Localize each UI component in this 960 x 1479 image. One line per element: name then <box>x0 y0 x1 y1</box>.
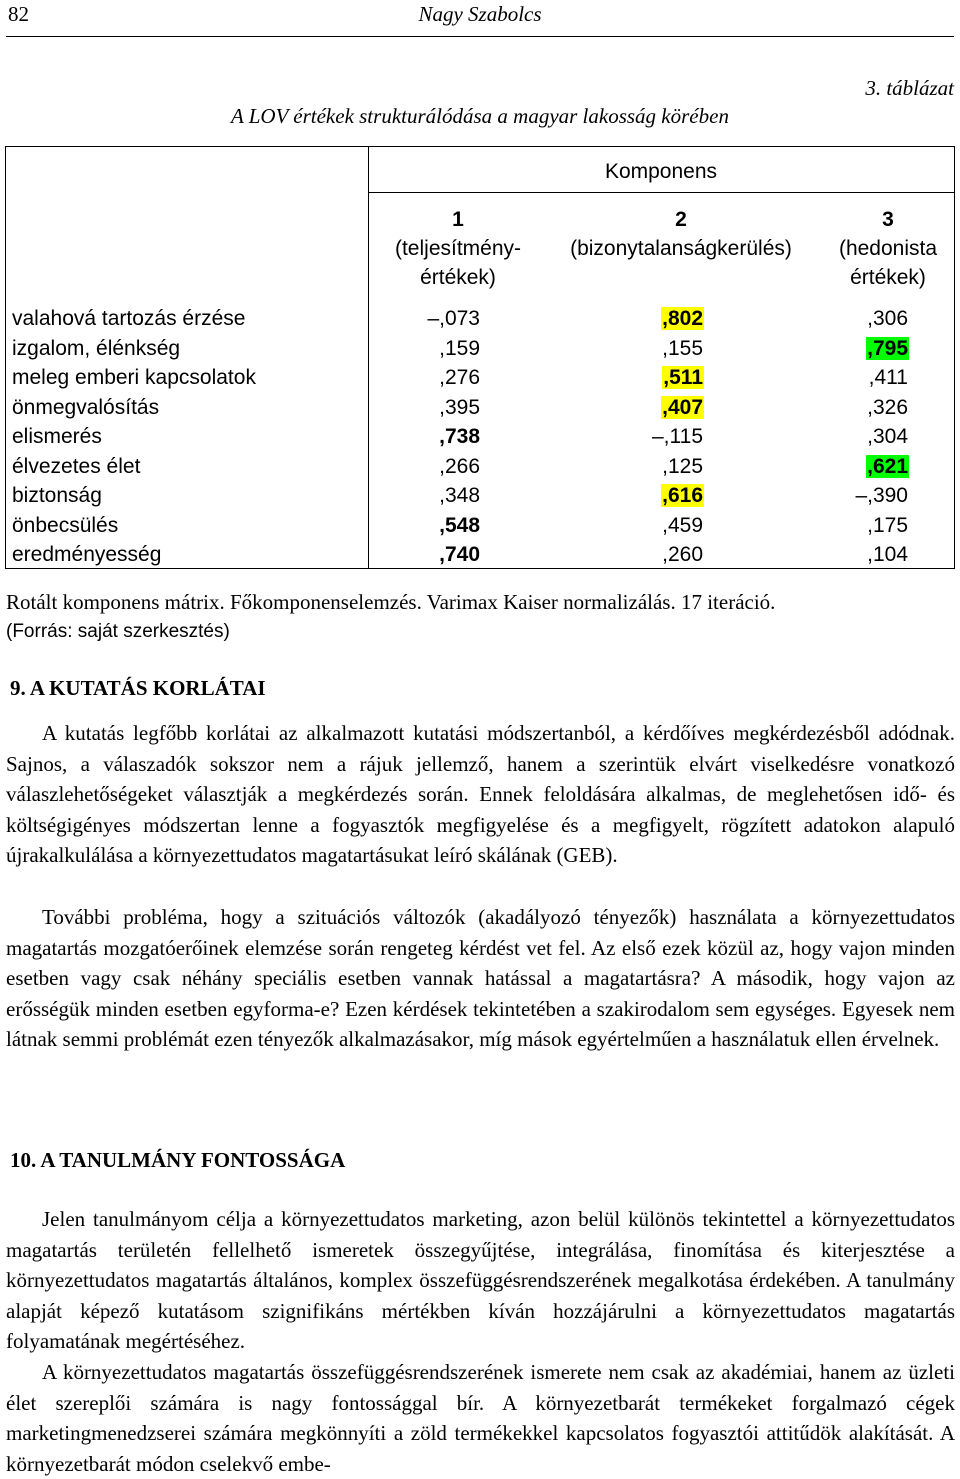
row-label: izgalom, élénkség <box>12 337 181 360</box>
cell-value: ,125 <box>662 455 703 478</box>
row-label: biztonság <box>12 484 102 507</box>
cell-value: ,621 <box>867 455 908 478</box>
cell-value: ,159 <box>439 337 480 360</box>
cell-value: ,155 <box>662 337 703 360</box>
section-9-heading: 9. A KUTATÁS KORLÁTAI <box>10 676 266 700</box>
cell-value: ,175 <box>867 514 908 537</box>
table-source: (Forrás: saját szerkesztés) <box>6 621 230 642</box>
table-row <box>6 452 954 482</box>
table-row <box>6 363 954 393</box>
column-label-line: értékek) <box>850 266 926 289</box>
row-label: meleg emberi kapcsolatok <box>12 366 256 389</box>
table-row <box>6 304 954 334</box>
cell-value: –,390 <box>855 484 908 507</box>
cell-value: ,306 <box>867 307 908 330</box>
cell-value: –,115 <box>652 425 703 448</box>
cell-value: ,104 <box>867 543 908 566</box>
column-number: 3 <box>882 208 894 231</box>
cell-value: ,459 <box>662 514 703 537</box>
cell-value: ,738 <box>439 425 480 448</box>
table-number: 3. táblázat <box>865 76 954 100</box>
table-row <box>6 334 954 364</box>
data-table <box>5 146 955 569</box>
section-10-paragraph-2: A környezettudatos magatartás összefüggésrendszerének ismerete nem csak az akadémiai, hanem az üzleti élet szereplői számára is nagy fontossággal bír. A környezetbarát termékeket forgalmazó cégek marketingmenedzserei számára megkönnyíti a zöld termékekkel kapcsolatos fogyasztói attitűdök alakítását. A környezetbarát módon cselekvő embe- <box>6 1360 955 1476</box>
row-label: elismerés <box>12 425 102 448</box>
table-caption: Rotált komponens mátrix. Főkomponenselemzés. Varimax Kaiser normalizálás. 17 iteráció. <box>6 590 776 614</box>
row-label: eredményesség <box>12 543 162 566</box>
section-10-paragraph-1: Jelen tanulmányom célja a környezettudatos marketing, azon belül különös tekintettel a környezettudatos magatartás területén fellelhető ismeretek összegyűjtése, integrálása, finomítása és kiterjesztése a környezettudatos magatartás általános, komplex összefüggésrendszerének megalkotása érdekében. A tanulmány alapját képező kutatásom szignifikáns mértékben kíván hozzájárulni a környezettudatos magatartás folyamatának megértéséhez. <box>6 1207 955 1354</box>
table-row <box>6 422 954 452</box>
column-label-line: (bizonytalanságkerülés) <box>570 237 792 260</box>
cell-value: –,073 <box>427 307 480 330</box>
group-header: Komponens <box>604 160 718 183</box>
section-9-paragraph-2: További probléma, hogy a szituációs változók (akadályozó tényezők) használata a környezettudatos magatartás mozgatóerőinek elemzése során rengeteg kérdést vet fel. Az első ezek közül az, hogy vajon minden esetben vagy csak néhány speciális esetben vannak hatással a magatartásra? A második, hogy vajon az erősségük minden esetben egyforma-e? Ezen kérdések tekintetében a szakirodalom sem egységes. Egyesek nem látnak semmi problémát ezen tényezők alkalmazásakor, míg mások egyértelműen a használatuk ellen érvelnek. <box>6 905 955 1052</box>
cell-value: ,326 <box>867 396 908 419</box>
table-horizontal-rule <box>368 192 954 193</box>
cell-value: ,411 <box>868 366 908 389</box>
cell-value: ,395 <box>439 396 480 419</box>
cell-value: ,548 <box>439 514 480 537</box>
table-row <box>6 481 954 511</box>
column-header-3 <box>821 205 955 292</box>
page-number: 82 <box>8 2 29 26</box>
cell-value: ,802 <box>662 307 703 330</box>
column-number: 1 <box>452 208 464 231</box>
column-label-line: (hedonista <box>838 237 938 260</box>
cell-value: ,616 <box>662 484 703 507</box>
section-10-heading: 10. A TANULMÁNY FONTOSSÁGA <box>10 1148 346 1172</box>
table-title: A LOV értékek strukturálódása a magyar lakosság körében <box>231 104 729 128</box>
column-number: 2 <box>675 208 687 231</box>
row-label: önmegvalósítás <box>12 396 160 419</box>
cell-value: ,740 <box>439 543 480 566</box>
table-row <box>6 511 954 541</box>
table-row <box>6 540 954 570</box>
header-rule <box>6 36 954 37</box>
section-9-paragraph-1: A kutatás legfőbb korlátai az alkalmazott kutatási módszertanból, a kérdőíves megkérdezésből adódnak. Sajnos, a válaszadók sokszor nem a rájuk jellemző, hanem a szerintük elvárt viselkedésre vonatkozó válaszlehetőségeket választják a megkérdezés során. Ennek feloldására alkalmas, de meglehetősen idő- és költségigényes módszertan lenne a fogyasztók megfigyelése és a megfigyelt, rögzített adatokon alapuló újrakalkulálása a környezettudatos magatartásukat leíró skálának (GEB). <box>6 721 955 868</box>
cell-value: ,304 <box>867 425 908 448</box>
cell-value: ,511 <box>663 366 703 389</box>
cell-value: ,266 <box>439 455 480 478</box>
cell-value: ,407 <box>662 396 703 419</box>
row-label: önbecsülés <box>12 514 119 537</box>
cell-value: ,276 <box>439 366 480 389</box>
row-label: valahová tartozás érzése <box>12 307 246 330</box>
column-label-line: (teljesítmény- <box>394 237 522 260</box>
column-label-line: értékek) <box>420 266 496 289</box>
column-header-1 <box>368 205 548 292</box>
cell-value: ,260 <box>662 543 703 566</box>
row-label: élvezetes élet <box>12 455 141 478</box>
cell-value: ,348 <box>439 484 480 507</box>
running-head-author: Nagy Szabolcs <box>418 2 542 26</box>
cell-value: ,795 <box>867 337 908 360</box>
table-row <box>6 393 954 423</box>
column-header-2 <box>541 205 821 263</box>
